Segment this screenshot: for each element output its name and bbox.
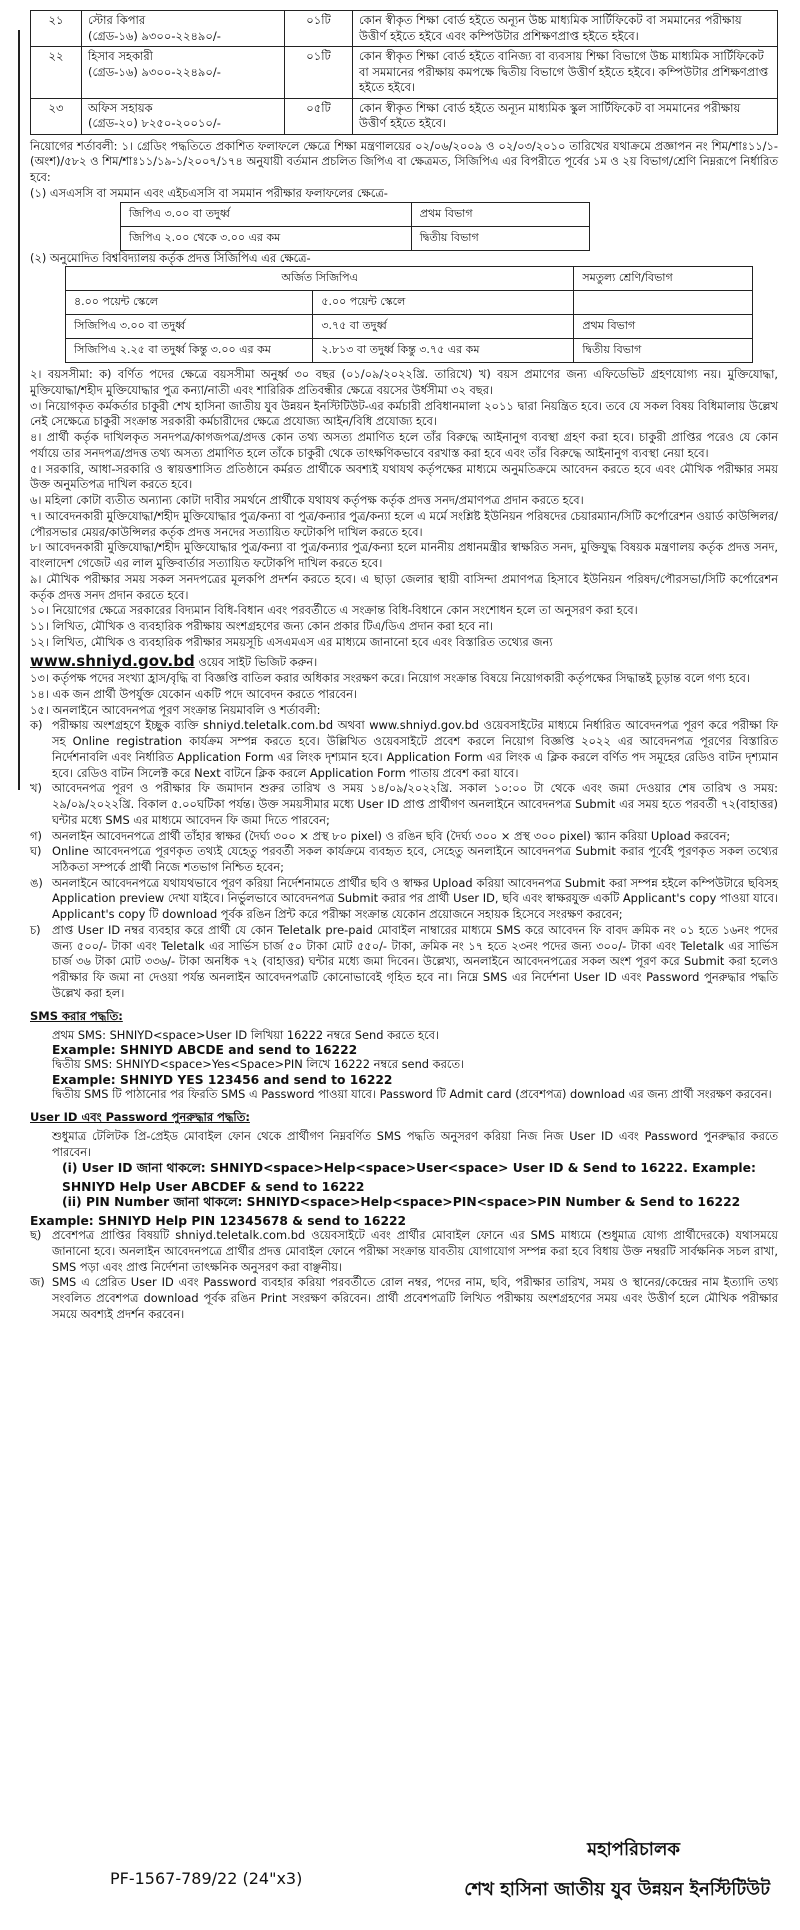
- table-row: ২১ স্টোর কিপার (গ্রেড-১৬) ৯৩০০-২২৪৯০/- ০১টি কোন স্বীকৃত শিক্ষা বোর্ড হইতে অন্যূন উচ্চ মাধ্যমিক সার্টিফিকেট বা সমমানের পরীক্ষায় উত্তীর্ণ হইতে হইবে এবং কম্পিউটার প্রশিক্ষণপ্রাপ্ত হইতে হইবে।: [31, 11, 778, 47]
- condition-item-12: ১২। লিখিত, মৌখিক ও ব্যবহারিক পরীক্ষার সময়সূচি এসএমএস এর মাধ্যমে জানানো হবে এবং বিস্তারিত তথ্যের জন্য www.shniyd.gov.bd ওয়েব সাইট ভিজিট করুন।: [30, 634, 553, 670]
- list-item: খ) আবেদনপত্র পূরণ ও পরীক্ষার ফি জমাদান শুরুর তারিখ ও সময় ১৪/০৯/২০২২খ্রি. সকাল ১০:০০ টা থেকে এবং জমা দেওয়ার শেষ তারিখ ও সময়: ২৯/০৯/২০২২খ্রি. বিকাল ৫.০০ঘটিকা পর্যন্ত। উক্ত সময়সীমার মধ্যে User ID প্রাপ্ত প্রার্থীগণ অনলাইনে আবেদনপত্র Submit এর সময় হতে পরবর্তী ৭২(বাহাত্তর) ঘন্টার মধ্যে SMS এর মাধ্যমে আবেদন ফি জমা দিতে পারবেন;: [30, 781, 779, 827]
- condition-item: ১৩। কর্তৃপক্ষ পদের সংখ্যা হ্রাস/বৃদ্ধি বা বিজ্ঞপ্তি বাতিল করার অধিকার সংরক্ষণ করে। নিয়োগ সংক্রান্ত বিষয়ে নিয়োগকারী কর্তৃপক্ষের সিদ্ধান্তই চূড়ান্ত বলে গণ্য হবে।: [30, 671, 750, 686]
- website-link[interactable]: www.shniyd.gov.bd: [30, 651, 195, 670]
- table-row: অর্জিত সিজিপিএ সমতুল্য শ্রেণি/বিভাগ: [66, 267, 753, 291]
- condition-item: ২। বয়সসীমা: ক) বর্ণিত পদের ক্ষেত্রে বয়সসীমা অনুর্ধ্ব ৩০ বছর (০১/০৯/২০২২খ্রি. তারিখে) খ) বয়স প্রমাণের জন্য এফিডেভিট গ্রহণযোগ্য নয়। মুক্তিযোদ্ধা, মুক্তিযোদ্ধা/শহীদ মুক্তিযোদ্ধার পুত্র কন্যা/নাতী এবং শারিরিক প্রতিবন্ধীর ক্ষেত্রে বয়সের উর্ধসীমা ৩২ বছর।: [30, 367, 778, 398]
- left-margin-rule: [18, 30, 20, 790]
- table-row: ২২ হিসাব সহকারী (গ্রেড-১৬) ৯৩০০-২২৪৯০/- ০১টি কোন স্বীকৃত শিক্ষা বোর্ড হইতে বানিজ্য বা ব্যবসায় শিক্ষা বিভাগে উচ্চ মাধ্যমিক সার্টিফিকেট বা সমমানের পরীক্ষায় কমপক্ষে দ্বিতীয় বিভাগে উত্তীর্ণ হইতে হইবে। কম্পিউটার প্রশিক্ষণপ্রাপ্ত হইতে হইবে।: [31, 47, 778, 99]
- posts-table: [30, 10, 778, 135]
- online-instructions: [30, 718, 778, 1001]
- table-row: জিপিএ ২.০০ থেকে ৩.০০ এর কম দ্বিতীয় বিভাগ: [121, 226, 590, 250]
- pf-number: PF-1567-789/22 (24"x3): [110, 1869, 303, 1888]
- list-item: ক) পরীক্ষায় অংশগ্রহণে ইচ্ছুক ব্যক্তি shniyd.teletalk.com.bd অথবা www.shniyd.gov.bd ওয়েবসাইটের মাধ্যমে নির্ধারিত আবেদনপত্র পূরণ করে পরীক্ষা ফি সহ Online registration কার্যক্রম সম্পন্ন করতে হবে। উল্লিখিত ওয়েবসাইটে প্রবেশ করলে নিয়োগ বিজ্ঞপ্তি ২০২২ এর আবেদনপত্র পূরণের বিস্তারিত নির্দেশনাবলি এবং নির্ধারিত Application Form এর লিংক দৃশ্যমান হবে। Application Form এর লিংক এ ক্লিক করলে বর্ণিত পদ সমূহের রেডিও বাটন দৃশ্যমান হবে। রেডিও বাটন সিলেক্ট করে Next বাটনে ক্লিক করলে Application Form পাতায় প্রবেশ করা যাবে।: [30, 718, 778, 780]
- final-instructions: [30, 1228, 778, 1322]
- ssc-table: [120, 202, 590, 251]
- condition-item: ৯। মৌখিক পরীক্ষার সময় সকল সনদপত্রের মূলকপি প্রদর্শন করতে হবে। এ ছাড়া জেলার স্থায়ী বাসিন্দা প্রমাণপত্র হিসাবে ইউনিয়ন পরিষদ/পৌরসভা/সিটি কর্পোরেশন কর্তৃক প্রদত্ত সনদ প্রদান করতে হবে।: [30, 571, 778, 602]
- sms-heading: SMS করার পদ্ধতি:: [30, 1008, 123, 1023]
- table-row: ২৩ অফিস সহায়ক (গ্রেড-২০) ৮২৫০-২০০১০/- ০৫টি কোন স্বীকৃত শিক্ষা বোর্ড হইতে অন্যূন মাধ্যমিক স্কুল সার্টিফিকেট বা সমমানের পরীক্ষায় উত্তীর্ণ হইতে হইবে।: [31, 98, 778, 134]
- recover-example: Example: SHNIYD Help PIN 12345678 & send to 16222: [30, 1214, 407, 1229]
- table-row: সিজিপিএ ২.২৫ বা তদুর্ধ্ব কিন্তু ৩.০০ এর কম ২.৮১৩ বা তদুর্ধ্ব কিন্তু ৩.৭৫ এর কম দ্বিতীয় বিভাগ: [66, 339, 753, 363]
- ssc-label: (১) এসএসসি বা সমমান এবং এইচএসসি বা সমমান পরীক্ষার ফলাফলের ক্ষেত্রে-: [30, 185, 388, 200]
- cgpa-table: [65, 266, 753, 363]
- conditions-list: [30, 367, 778, 718]
- condition-item: ৫। সরকারি, আধা-সরকারি ও স্বায়ত্তশাসিত প্রতিষ্ঠানে কর্মরত প্রার্থীকে অবশ্যই যথাযথ কর্তৃপক্ষের মাধ্যমে অনুমতিক্রমে আবেদন করতে হবে এবং মৌখিক পরীক্ষার সময় উক্ত অনুমতিপত্র দাখিল করতে হবে।: [30, 461, 778, 492]
- signatory-title: মহাপরিচালক: [587, 1839, 680, 1860]
- condition-item: ১৫। অনলাইনে আবেদনপত্র পূরণ সংক্রান্ত নিয়মাবলি ও শর্তাবলী:: [30, 702, 321, 717]
- condition-item: ৭। আবেদনকারী মুক্তিযোদ্ধা/শহীদ মুক্তিযোদ্ধার পুত্র/কন্যা বা পুত্র/কন্যার পুত্র/কন্যা হলে এ মর্মে সংশ্লিষ্ট ইউনিয়ন পরিষদের চেয়ারম্যান/সিটি কর্পোরেশন ওয়ার্ড কাউন্সিলর/পৌরসভার মেয়র/কাউন্সিলর কর্তৃক প্রদত্ত সনদের সত্যায়িত ফটোকপি দাখিল করতে হবে।: [30, 508, 778, 539]
- list-item: জ) SMS এ প্রেরিত User ID এবং Password ব্যবহার করিয়া পরবর্তীতে রোল নম্বর, পদের নাম, ছবি, পরীক্ষার তারিখ, সময় ও স্থানের/কেন্দ্রের নাম ইত্যাদি তথ্য সংবলিত প্রবেশপত্র download পূর্বক রঙিন Print সংরক্ষণ করিবেন। প্রার্থী প্রবেশপত্রটি লিখিত পরীক্ষায় অংশগ্রহণের সময় এবং উত্তীর্ণ হলে মৌখিক পরীক্ষার সময়ে অবশ্যই প্রদর্শন করবেন।: [30, 1275, 778, 1321]
- recover-instructions: শুধুমাত্র টেলিটক প্রি-প্রেইড মোবাইল ফোন থেকে প্রার্থীগণ নিম্নবর্ণিত SMS পদ্ধতি অনুসরণ করিয়া নিজ নিজ User ID এবং Password পুনরুদ্ধার করতে পারবেন। (i) User ID জানা থাকলে: SHNIYD<space>Help<space>User<space> User ID & Send to 16222. Example: SHNIYD Help User ABCDEF & send to 16222 (ii) PIN Number জানা থাকলে: SHNIYD<space>Help<space>PIN<space>PIN Number & Send to 16222: [52, 1128, 778, 1210]
- conditions-intro: নিয়োগের শর্তাবলী: ১। গ্রেডিং পদ্ধতিতে প্রকাশিত ফলাফলে ক্ষেত্রে শিক্ষা মন্ত্রণালয়ের ০২/০৬/২০০৯ ও ০২/০৩/২০১০ তারিখের যথাক্রমে প্রজ্ঞাপন নং শিম/শাঃ১১/১-(অংশ)/৫৮২ ও শিম/শাঃ১১/১৯-১/২০০৭/১৭৪ অনুযায়ী বর্তমান প্রচলিত জিপিএ বা ক্ষেত্রমত, সিজিপিএ এর বিপরীতে পূর্বের ১ম ও ২য় বিভাগ/শ্রেণি নিম্নরূপে নির্ধারিত হবে:: [30, 138, 778, 185]
- list-item: ঙ) অনলাইনে আবেদনপত্রে যথাযথভাবে পূরণ করিয়া নির্দেশনামতে প্রার্থীর ছবি ও স্বাক্ষর Upload করিয়া আবেদনপত্র Submit করা সম্পন্ন হইলে কম্পিউটারে ছবিসহ Application preview দেখা যাইবে। নির্ভুলভাবে আবেদনপত্র Submit করার পর প্রার্থী User ID, ছবি এবং স্বাক্ষরযুক্ত একটি Applicant's copy পাওয়া যাবে। Applicant's copy টি download পূর্বক রঙিন প্রিন্ট করে পরীক্ষা সংক্রান্ত যেকোন প্রয়োজনে সহায়ক হিসেবে সংরক্ষণ করবেন;: [30, 875, 778, 922]
- condition-item: ১৪। এক জন প্রার্থী উপর্যুক্ত যেকোন একটি পদে আবেদন করতে পারবেন।: [30, 686, 358, 701]
- table-row: জিপিএ ৩.০০ বা তদুর্ধ্ব প্রথম বিভাগ: [121, 202, 590, 226]
- list-item: গ) অনলাইন আবেদনপত্রে প্রার্থী তাঁহার স্বাক্ষর (দৈর্ঘ্য ৩০০ × প্রস্থ ৮০ pixel) ও রঙিন ছবি (দৈর্ঘ্য ৩০০ × প্রস্থ ৩০০ pixel) স্ক্যান করিয়া Upload করবেন;: [30, 828, 731, 843]
- signatory-organization: শেখ হাসিনা জাতীয় যুব উন্নয়ন ইনস্টিটিউট: [464, 1879, 770, 1900]
- condition-item: ৪। প্রার্থী কর্তৃক দাখিলকৃত সনদপত্র/কাগজপত্র/প্রদত্ত কোন তথ্য অসত্য প্রমাণিত হলে তাঁর বিরুদ্ধে আইনানুগ ব্যবস্থা গ্রহণ করা হবে। চাকুরী প্রাপ্তির পরেও যে কোন পর্যায়ে তার সনদপত্র/প্রদত্ত তথ্য অসত্য প্রমাণিত হলে তাঁকে চাকুরী থেকে তাৎক্ষণিকভাবে বরখাস্ত করা হবে এবং তাঁর বিরুদ্ধে আইনানুগ ব্যবস্থা নেয়া হবে।: [30, 430, 778, 460]
- list-item: ঘ) Online আবেদনপত্রে পূরণকৃত তথ্যই যেহেতু পরবর্তী সকল কার্যক্রমে ব্যবহৃত হবে, সেহেতু অনলাইনে আবেদনপত্র Submit করার পূর্বেই পূরণকৃত সকল তথ্যের সঠিকতা সম্পর্কে প্রার্থী নিজে শতভাগ নিশ্চিত হবেন;: [30, 844, 778, 874]
- table-row: সিজিপিএ ৩.০০ বা তদুর্ধ্ব ৩.৭৫ বা তদুর্ধ্ব প্রথম বিভাগ: [66, 315, 753, 339]
- condition-item: ১১। লিখিত, মৌখিক ও ব্যবহারিক পরীক্ষায় অংশগ্রহণের জন্য কোন প্রকার টিএ/ডিএ প্রদান করা হবে না।: [30, 619, 494, 634]
- condition-item: ৩। নিয়োগকৃত কর্মকর্তার চাকুরী শেখ হাসিনা জাতীয় যুব উন্নয়ন ইনস্টিটিউট-এর কর্মচারী প্রবিধানমালা ২০১১ দ্বারা নিয়ন্ত্রিত হবে। তবে যে সকল বিষয় বিধিমালায় উল্লেখ নেই সেক্ষেত্রে চাকুরী সংক্রান্ত সরকারী কর্মচারীদের ক্ষেত্রে প্রযোজ্য আইন/বিধি প্রযোজ্য হবে।: [30, 398, 778, 429]
- sms-instructions: প্রথম SMS: SHNIYD<space>User ID লিখিয়া 16222 নম্বরে Send করতে হবে। Example: SHNIYD ABCDE and send to 16222 দ্বিতীয় SMS: SHNIYD<space>Yes<Space>PIN লিখে 16222 নম্বরে send করতে। Example: SHNIYD YES 123456 and send to 16222 দ্বিতীয় SMS টি পাঠানোর পর ফিরতি SMS এ Password পাওয়া যাবে। Password টি Admit card (প্রবেশপত্র) download এর জন্য প্রার্থী সংরক্ষণ করবেন।: [52, 1027, 772, 1102]
- footer: [0, 1835, 800, 1915]
- condition-item: ১০। নিয়োগের ক্ষেত্রে সরকারের বিদ্যমান বিধি-বিধান এবং পরবর্তীতে এ সংক্রান্ত বিধি-বিধানে কোন সংশোধন হলে তা অনুসরণ করা হবে।: [30, 603, 638, 618]
- recover-heading: User ID এবং Password পুনরুদ্ধার পদ্ধতি:: [30, 1109, 250, 1124]
- condition-item: ৬। মহিলা কোটা ব্যতীত অন্যান্য কোটা দাবীর সমর্থনে প্রার্থীকে যথাযথ কর্তৃপক্ষ কর্তৃক প্রদত্ত সনদ/প্রমাণপত্র প্রদান করতে হবে।: [30, 493, 584, 508]
- list-item: চ) প্রাপ্ত User ID নম্বর ব্যবহার করে প্রার্থী যে কোন Teletalk pre-paid মোবাইল নাম্বারের মাধ্যমে SMS করে আবেদন ফি বাবদ ক্রমিক নং ০১ হতে ১৬নং পদের জন্য ৫০০/- টাকা এবং Teletalk এর সার্ভিস চার্জ ৫০ টাকা মোট ৫৫০/- টাকা, ক্রমিক নং ১৭ হতে ২৩নং পদের জন্য ৩০০/- টাকা এবং Teletalk এর সার্ভিস চার্জ ৩৬ টাকা মোট ৩৩৬/- টাকা অনধিক ৭২ (বাহাত্তর) ঘন্টার মধ্যে জমা দিবেন। উল্লেখ্য, অনলাইনে আবেদনপত্রের সকল অংশ পূরণ করে Submit করা হলেও পরীক্ষার ফি জমা না দেওয়া পর্যন্ত অনলাইন আবেদনপত্রটি কোনোভাবেই গৃহিত হবে না। নিম্নে SMS এর নির্দেশনা User ID এবং Password পুনরুদ্ধার পদ্ধতি উল্লেখ করা হল।: [30, 922, 778, 1000]
- uni-label: (২) অনুমোদিত বিশ্ববিদ্যালয় কর্তৃক প্রদত্ত সিজিপিএ এর ক্ষেত্রে-: [30, 250, 311, 265]
- condition-item: ৮। আবেদনকারী মুক্তিযোদ্ধা/শহীদ মুক্তিযোদ্ধার পুত্র/কন্যা বা পুত্র/কন্যার পুত্র/কন্যা হলে মাননীয় প্রধানমন্ত্রীর স্বাক্ষরিত সনদ, মুক্তিযুদ্ধ বিষয়ক মন্ত্রণালয় কর্তৃক প্রদত্ত সনদ, বাংলাদেশ গেজেট এর লাল মুক্তিবার্তার সত্যায়িত ফটোকপি দাখিল করতে হবে।: [30, 540, 778, 571]
- list-item: ছ) প্রবেশপত্র প্রাপ্তির বিষয়টি shniyd.teletalk.com.bd ওয়েবসাইটে এবং প্রার্থীর মোবাইল ফোনে এর SMS মাধ্যমে (শুধুমাত্র যোগ্য প্রার্থীদেরকে) যথাসময়ে জানানো হবে। অনলাইন আবেদনপত্রে প্রার্থীর প্রদত্ত মোবাইল ফোনে পরীক্ষা সংক্রান্ত যাবতীয় যোগাযোগ সম্পন্ন করা হবে বিধায় উক্ত নম্বরটি সার্বক্ষনিক সচল রাখা, SMS পড়া এবং প্রাপ্ত নির্দেশনা তাৎক্ষনিক অনুসরণ করা বাঞ্ছনীয়।: [30, 1228, 778, 1274]
- table-row: ৪.০০ পয়েন্ট স্কেলে ৫.০০ পয়েন্ট স্কেলে: [66, 291, 753, 315]
